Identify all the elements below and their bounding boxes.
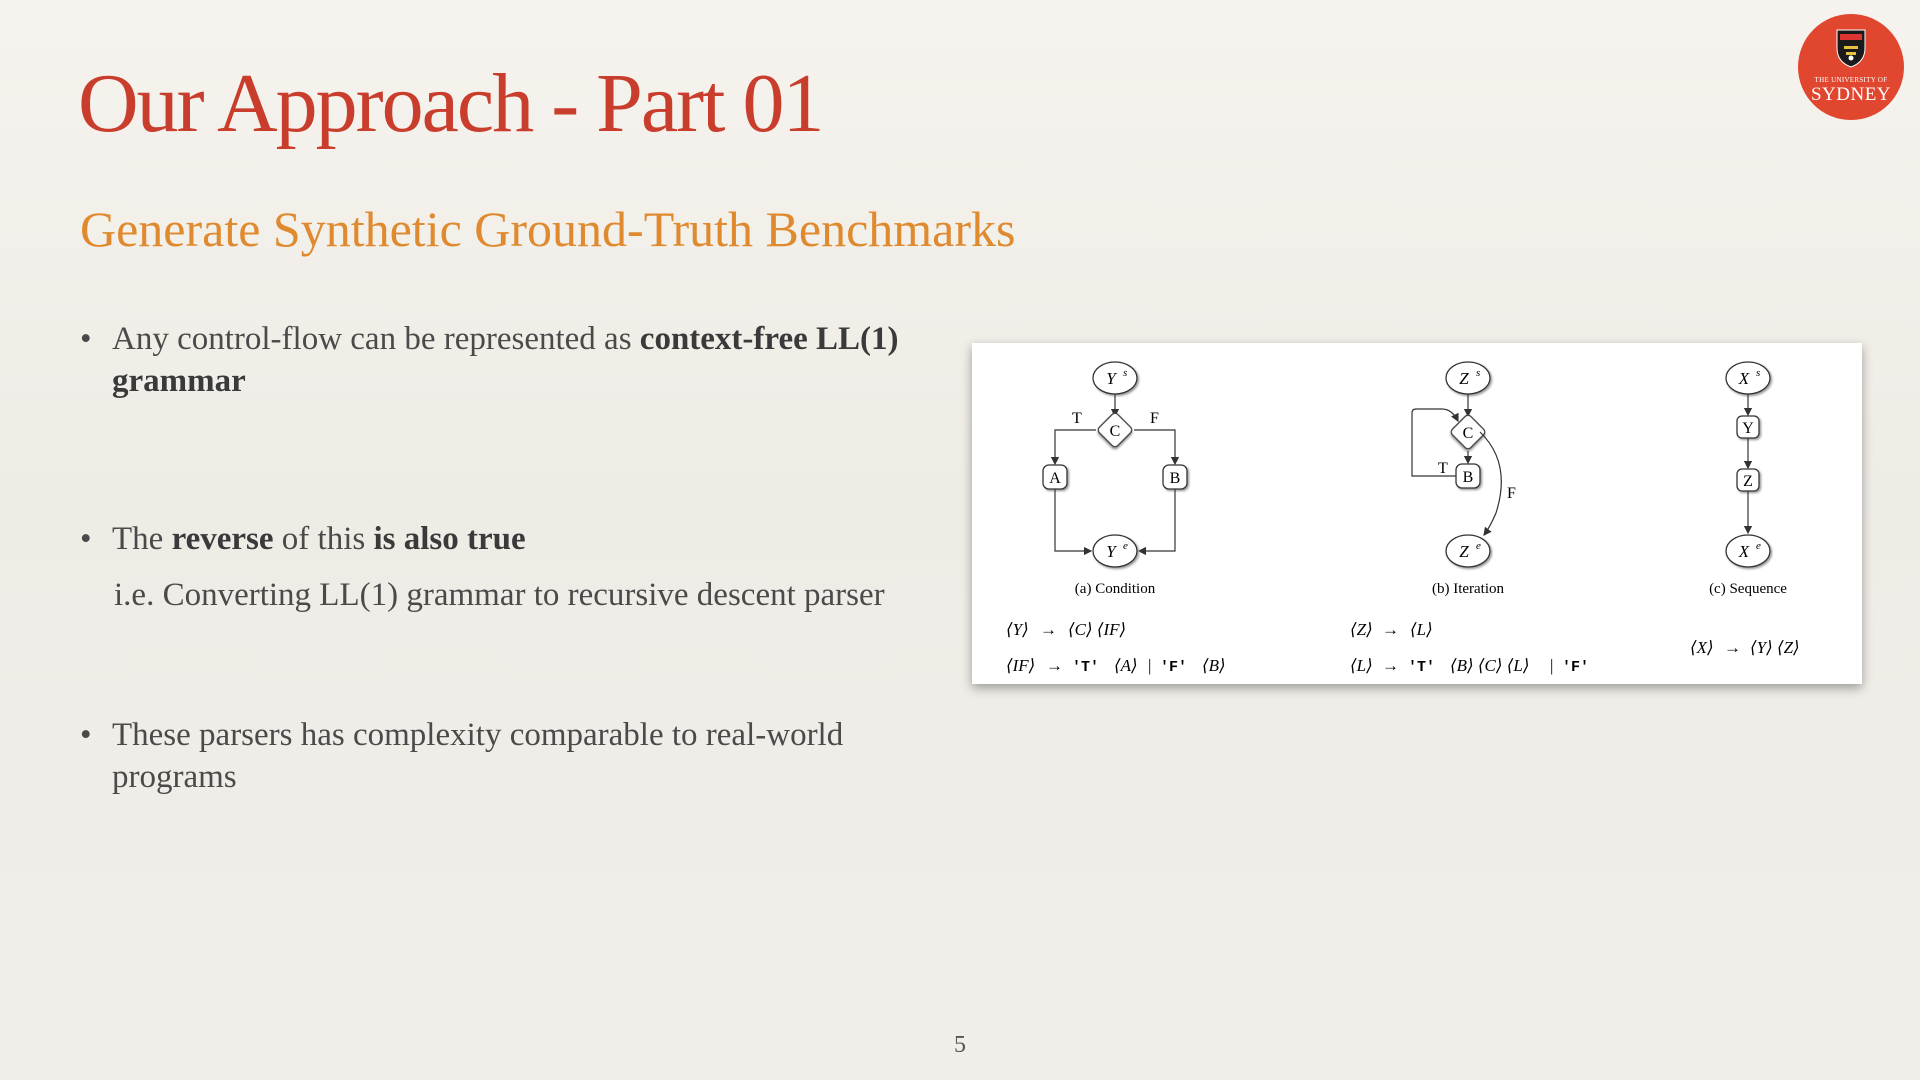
cond-end-label: Y	[1106, 542, 1116, 561]
iter-rule2-f: 'F'	[1562, 659, 1590, 676]
cond-caption: (a) Condition	[1074, 581, 1156, 597]
seq-start-sup: s	[1756, 367, 1761, 379]
cond-start-label: Y	[1106, 369, 1116, 388]
seq-rule1-rhs: ⟨Y⟩ ⟨Z⟩	[1750, 638, 1800, 657]
logo-line2: SYDNEY	[1810, 84, 1892, 105]
cond-rule1-lhs: ⟨Y⟩	[1006, 620, 1029, 639]
cond-rule2-t: 'T'	[1072, 659, 1100, 676]
iter-body-label: B	[1462, 469, 1474, 486]
bullet-dot: •	[80, 321, 92, 357]
seq-rule1-arrow: →	[1724, 638, 1741, 657]
cond-end-sup: e	[1123, 540, 1128, 552]
condition-diagram	[1006, 362, 1226, 676]
iter-start-sup: s	[1476, 367, 1481, 379]
cond-start-sup: s	[1123, 367, 1128, 379]
iter-rule1-arrow: →	[1382, 620, 1399, 639]
iter-false-label: F	[1507, 485, 1516, 502]
iter-rule1-lhs: ⟨Z⟩	[1350, 620, 1373, 639]
crest-icon	[1834, 28, 1868, 68]
bullet-2-text-b: of this	[273, 521, 374, 557]
cond-rule1-rhs: ⟨C⟩ ⟨IF⟩	[1068, 620, 1127, 639]
iter-end-sup: e	[1476, 540, 1481, 552]
bullet-2-text-a: The	[112, 521, 172, 557]
slide-subtitle: Generate Synthetic Ground-Truth Benchmarks	[80, 201, 1016, 257]
seq-rule1-lhs: ⟨X⟩	[1690, 638, 1714, 657]
bullet-2-bold-b: is also true	[373, 521, 526, 557]
cond-rule2-arrow: →	[1046, 656, 1063, 675]
iter-rule2-arrow: →	[1382, 656, 1399, 675]
bullet-2-bold-a: reverse	[171, 521, 274, 557]
cond-node-b-label: B	[1169, 470, 1181, 487]
seq-end-label: X	[1738, 542, 1750, 561]
page-number: 5	[954, 1032, 966, 1058]
grammar-figure	[972, 343, 1862, 684]
seq-end-sup: e	[1756, 540, 1761, 552]
bullet-item-1	[80, 318, 930, 402]
iter-decision-label: C	[1462, 425, 1474, 442]
cond-rule2-a: ⟨A⟩	[1114, 656, 1138, 675]
bullet-3-text: These parsers has complexity comparable to real-world programs	[112, 717, 844, 795]
flow-diagrams	[972, 343, 1862, 684]
iter-caption: (b) Iteration	[1431, 581, 1505, 597]
cond-rule2-bar: |	[1148, 656, 1152, 675]
iter-rule2-t: 'T'	[1408, 659, 1436, 676]
iter-rule2-lhs: ⟨L⟩	[1350, 656, 1373, 675]
cond-rule2-b: ⟨B⟩	[1202, 656, 1226, 675]
seq-node-z-label: Z	[1743, 473, 1753, 490]
cond-rule2-lhs: ⟨IF⟩	[1006, 656, 1036, 675]
sequence-diagram	[1690, 362, 1800, 657]
seq-start-label: X	[1738, 369, 1750, 388]
iter-rule2-rest: ⟨B⟩ ⟨C⟩ ⟨L⟩	[1450, 656, 1530, 675]
cond-rule1-arrow: →	[1040, 620, 1057, 639]
cond-node-a-label: A	[1049, 470, 1061, 487]
iteration-diagram	[1350, 362, 1589, 676]
logo-line1: THE UNIVERSITY OF	[1814, 76, 1888, 84]
bullet-item-3	[80, 714, 930, 798]
iter-rule1-rhs: ⟨L⟩	[1410, 620, 1433, 639]
bullet-2-subtext: i.e. Converting LL(1) grammar to recursive descent parser	[114, 577, 885, 613]
seq-node-y-label: Y	[1742, 420, 1754, 437]
iter-end-label: Z	[1459, 542, 1469, 561]
bullet-dot: •	[80, 521, 92, 557]
cond-rule2-f: 'F'	[1160, 659, 1188, 676]
seq-caption: (c) Sequence	[1709, 581, 1787, 597]
slide-title: Our Approach - Part 01	[78, 57, 823, 150]
cond-decision-label: C	[1109, 423, 1121, 440]
cond-false-label: F	[1150, 410, 1159, 427]
iter-rule2-bar: |	[1550, 656, 1554, 675]
bullet-1-bold: context-free LL(1) grammar	[112, 321, 899, 399]
bullet-1-text: Any control-flow can be represented as	[112, 321, 640, 357]
iter-start-label: Z	[1459, 369, 1469, 388]
bullet-item-2	[80, 518, 930, 616]
iter-true-label: T	[1438, 460, 1448, 477]
bullet-dot: •	[80, 717, 92, 753]
cond-true-label: T	[1072, 410, 1082, 427]
university-logo	[1798, 14, 1904, 120]
